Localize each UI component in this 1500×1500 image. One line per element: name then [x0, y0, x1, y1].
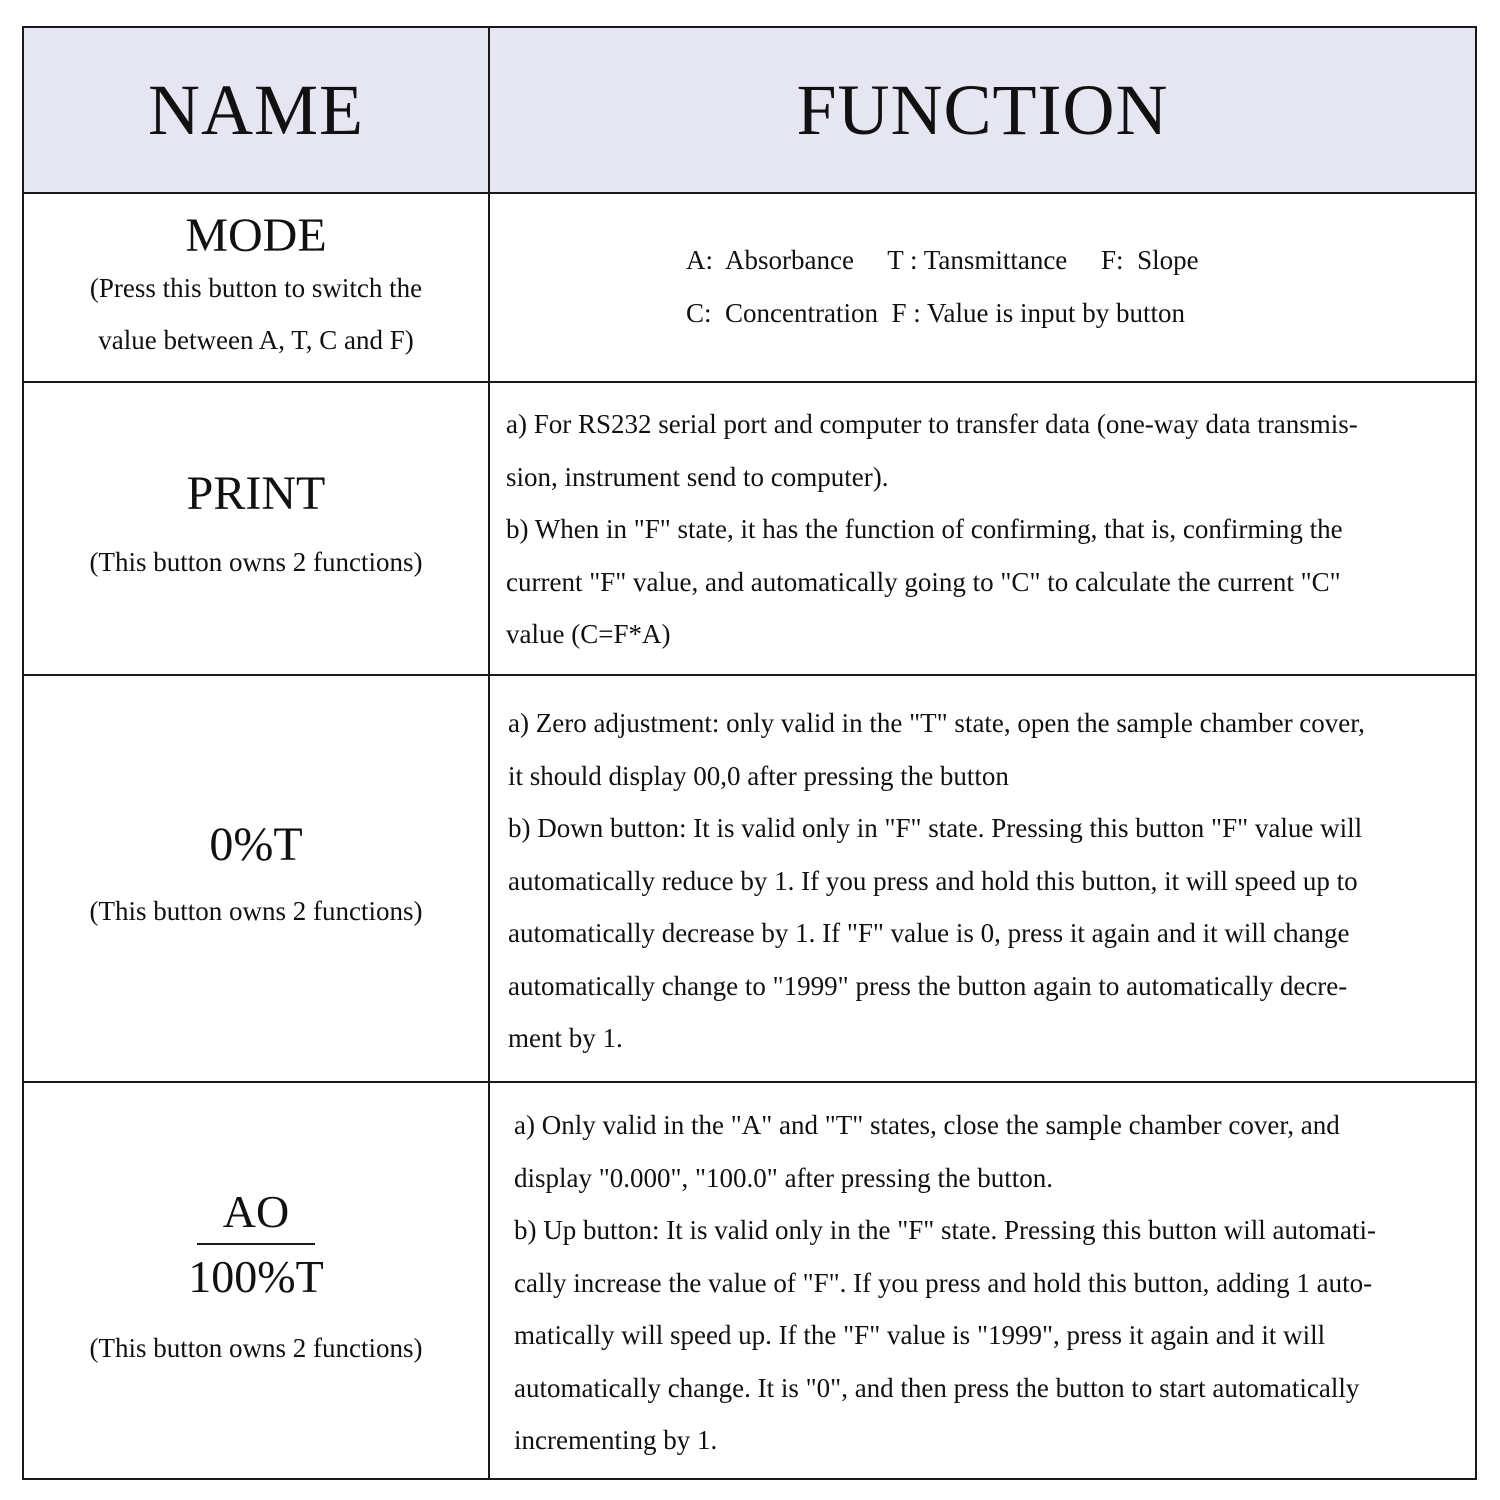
- table-row-ao-100-percent: [24, 1083, 1475, 1478]
- zero-function-line: automatically change to "1999" press the button again to automatically decre-: [508, 970, 1348, 1001]
- print-function-line: b) When in "F" state, it has the function of confirming, that is, confirming the: [506, 514, 1343, 544]
- zero-name-cell: [24, 676, 490, 1081]
- print-function-line: current "F" value, and automatically going to "C" to calculate the current "C": [506, 566, 1341, 597]
- print-function-line: value (C=F*A): [506, 619, 671, 649]
- ao-function-line: incrementing by 1.: [514, 1425, 718, 1455]
- button-function-table: [22, 26, 1477, 1480]
- ao-function-line: automatically change. It is "0", and then press the button to start automatically: [514, 1372, 1360, 1403]
- table-row-print: [24, 383, 1475, 676]
- table-row-mode: [24, 194, 1475, 383]
- zero-function-line: ment by 1.: [508, 1023, 623, 1053]
- print-function-cell: [490, 383, 1475, 674]
- zero-function-line: it should display 00,0 after pressing the button: [508, 760, 1009, 791]
- ao-name-fraction: [188, 1186, 323, 1304]
- zero-function-line: automatically decrease by 1. If "F" value is 0, press it again and it will change: [508, 918, 1350, 948]
- ao-function-line: a) Only valid in the "A" and "T" states, close the sample chamber cover, and: [514, 1110, 1340, 1140]
- table-header-row: [24, 28, 1475, 194]
- print-name-cell: [24, 383, 490, 674]
- zero-function-line: automatically reduce by 1. If you press and hold this button, it will speed up to: [508, 865, 1358, 896]
- mode-function-cell: [490, 194, 1475, 381]
- mode-function-text: [686, 234, 1199, 339]
- mode-name-cell: [24, 194, 490, 381]
- print-function-line: a) For RS232 serial port and computer to transfer data (one-way data transmis-: [506, 409, 1358, 439]
- ao-function-line: matically will speed up. If the "F" value is "1999", press it again and it will: [514, 1320, 1326, 1350]
- ao-function-line: b) Up button: It is valid only in the "F" state. Pressing this button will automati-: [514, 1215, 1376, 1245]
- ao-function-line: cally increase the value of "F". If you press and hold this button, adding 1 auto-: [514, 1267, 1373, 1298]
- print-note: (This button owns 2 functions): [89, 547, 423, 578]
- zero-note: (This button owns 2 functions): [89, 896, 423, 927]
- ao-function-cell: [490, 1083, 1475, 1478]
- header-name-cell: [24, 28, 490, 192]
- header-name: NAME: [148, 70, 364, 150]
- mode-function-line2: C: Concentration F : Value is input by button: [686, 297, 1185, 328]
- zero-function-text: [508, 697, 1365, 1065]
- zero-function-line: b) Down button: It is valid only in "F" state. Pressing this button "F" value will: [508, 813, 1363, 843]
- mode-note-line2: value between A, T, C and F): [98, 325, 414, 356]
- header-function: FUNCTION: [796, 70, 1169, 150]
- ao-name-top: AO: [197, 1186, 315, 1245]
- mode-name: MODE: [185, 208, 327, 262]
- ao-name-cell: [24, 1083, 490, 1478]
- ao-function-line: display "0.000", "100.0" after pressing the button.: [514, 1162, 1054, 1193]
- ao-function-text: [514, 1099, 1376, 1467]
- mode-note-line1: (Press this button to switch the: [89, 273, 423, 304]
- table-row-zero-percent: [24, 676, 1475, 1083]
- header-function-cell: [490, 28, 1475, 192]
- print-name: PRINT: [186, 466, 326, 520]
- ao-name-bottom: 100%T: [188, 1250, 324, 1302]
- mode-function-line1: A: Absorbance T : Tansmittance F: Slope: [686, 245, 1199, 275]
- print-function-line: sion, instrument send to computer).: [506, 461, 889, 492]
- print-function-text: [506, 398, 1358, 661]
- zero-function-line: a) Zero adjustment: only valid in the "T" state, open the sample chamber cover,: [508, 708, 1365, 738]
- ao-note: (This button owns 2 functions): [89, 1333, 423, 1364]
- zero-function-cell: [490, 676, 1475, 1081]
- zero-name: 0%T: [209, 817, 303, 871]
